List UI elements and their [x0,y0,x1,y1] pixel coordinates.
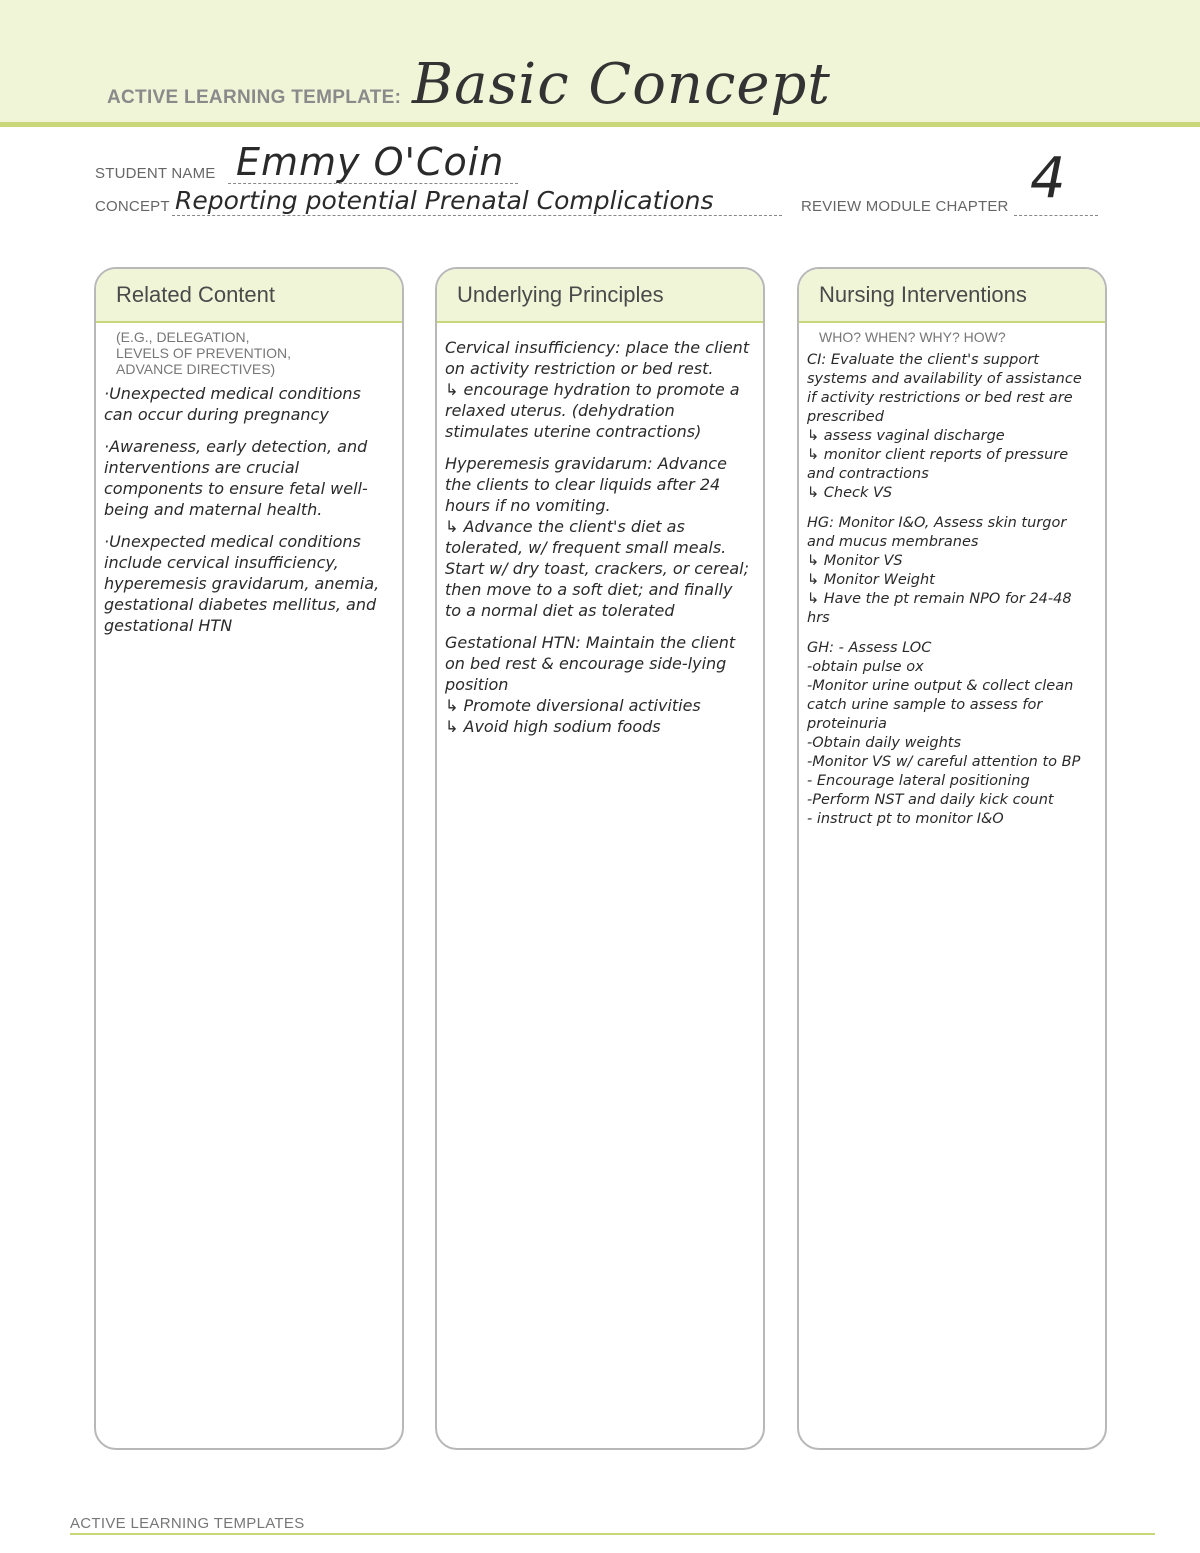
principle-note: Cervical insufficiency: place the client on activity restriction or bed rest. ↳ encourage hydration to promote a relaxed uterus. (dehydration stimulates uterine contractions) [445,338,750,441]
underlying-principles-panel [435,267,765,1450]
related-content-title: Related Content [96,269,402,323]
template-title: Basic Concept [412,52,831,117]
related-content-subtitle: (E.G., DELEGATION, LEVELS OF PREVENTION, ADVANCE DIRECTIVES) [116,329,292,377]
related-content-panel [94,267,404,1450]
intervention-note: GH: - Assess LOC -obtain pulse ox -Monitor urine output & collect clean catch urine sample to assess for proteinuria -Obtain daily weights -Monitor VS w/ careful attention to BP - Encourage lateral positioning -Perform NST and daily kick count - instruct pt to monitor I&O [807,640,1081,827]
related-note: ·Awareness, early detection, and interventions are crucial components to ensure fetal well-being and maternal health. [104,437,368,519]
principle-note: Hyperemesis gravidarum: Advance the clients to clear liquids after 24 hours if no vomiting. ↳ Advance the client's diet as tolerated, w/ frequent small meals. Start w/ dry toast, crackers, or cereal; then move to a soft diet; and finally to a normal diet as tolerated [445,454,749,620]
related-content-notes[interactable] [96,377,402,636]
nursing-interventions-subtitle: WHO? WHEN? WHY? HOW? [819,329,1006,345]
concept-value[interactable]: Reporting potential Prenatal Complications [175,186,714,215]
student-name-label: STUDENT NAME [95,165,216,182]
chapter-label: REVIEW MODULE CHAPTER [801,198,1009,215]
student-name-value[interactable]: Emmy O'Coin [236,140,505,184]
concept-label: CONCEPT [95,198,170,215]
underlying-principles-notes[interactable] [437,323,763,737]
concept-line [172,215,782,216]
intervention-note: HG: Monitor I&O, Assess skin turgor and mucus membranes ↳ Monitor VS ↳ Monitor Weight ↳ Have the pt remain NPO for 24-48 hrs [807,515,1072,626]
header-rule [0,122,1200,127]
nursing-interventions-title: Nursing Interventions [799,269,1105,323]
nursing-interventions-panel [797,267,1107,1450]
footer-label: ACTIVE LEARNING TEMPLATES [70,1515,305,1532]
related-note: ·Unexpected medical conditions can occur during pregnancy [104,384,361,424]
chapter-value[interactable]: 4 [1030,146,1066,211]
chapter-line [1014,215,1098,216]
footer-rule [70,1533,1155,1535]
nursing-interventions-notes[interactable] [799,345,1105,829]
underlying-principles-title: Underlying Principles [437,269,763,323]
template-label: ACTIVE LEARNING TEMPLATE: [107,87,402,108]
intervention-note: CI: Evaluate the client's support systems and availability of assistance if activity restrictions or bed rest are prescribed ↳ assess vaginal discharge ↳ monitor client reports of pressure and contractions ↳ Check VS [807,352,1082,501]
related-note: ·Unexpected medical conditions include cervical insufficiency, hyperemesis gravidarum, anemia, gestational diabetes mellitus, and gestational HTN [104,532,380,635]
principle-note: Gestational HTN: Maintain the client on bed rest & encourage side-lying position ↳ Promote diversional activities ↳ Avoid high sodium foods [445,633,736,736]
